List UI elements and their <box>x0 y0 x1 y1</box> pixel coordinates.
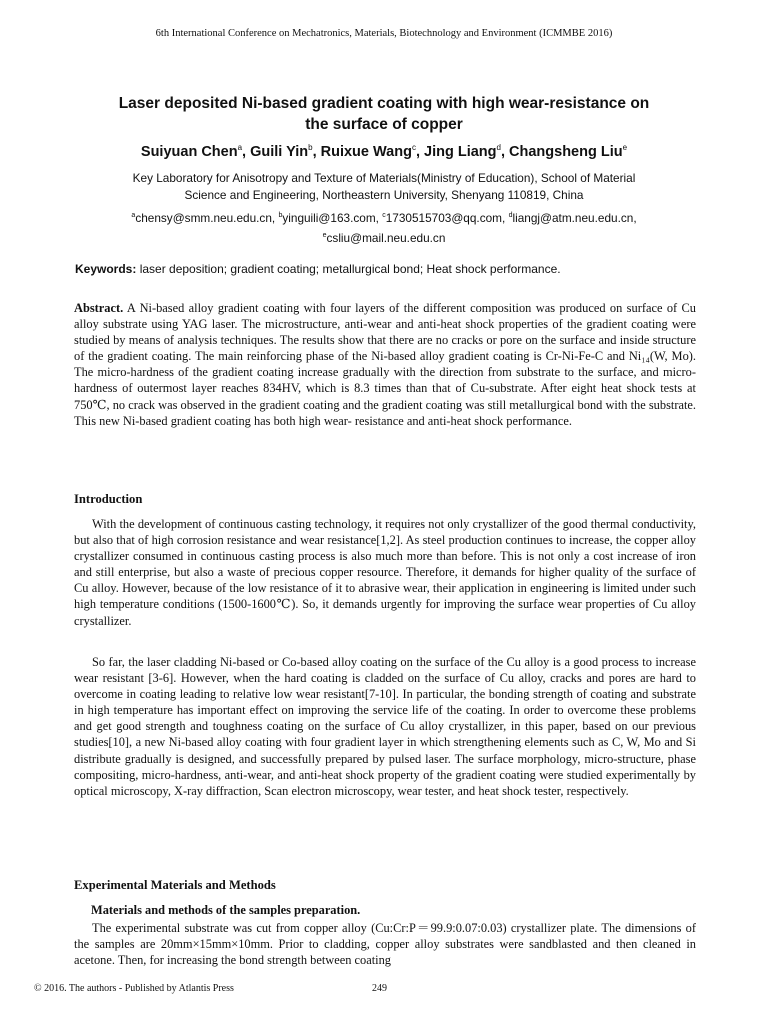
affiliation <box>80 170 688 204</box>
author-mark: c <box>411 143 416 152</box>
author <box>509 144 627 160</box>
author-list <box>0 143 768 160</box>
author-separator: , <box>415 143 425 160</box>
author-name: Changsheng Liu <box>509 143 623 160</box>
email-entry <box>382 211 508 225</box>
page-number: 249 <box>372 983 387 994</box>
email-entry <box>131 211 278 225</box>
introduction-paragraph-1: With the development of continuous casting technology, it requires not only crystallizer of the good thermal conductivity, but also that of high corrosion resistance and wear resistance[1,2]. As steel production continues to increase, the copper alloy crystallizer consumed in continuous casting process is also much more than before. This is not only a cost increase of iron and still enterprise, but also a waste of precious copper resource. Therefore, it demands for higher quality of the surface of Cu alloy. However, because of the low resistance of it to abrasive wear, their application in engineering is limited under such high temperature conditions (1500-1600℃). So, it demands urgently for improving the surface wear properties of Cu alloy crystallizer. <box>74 517 696 628</box>
email-entry <box>323 231 446 245</box>
email-address: chensy@smm.neu.edu.cn <box>135 210 272 225</box>
abstract-text: A Ni-based alloy gradient coating with four layers of the different composition was produced on surface of Cu alloy substrate using YAG laser. The microstructure, anti-wear and anti-heat shock properties of the gradient coating were studied by means of analysis techniques. The results show that there are no cracks or pore on the surface and inside structure of the gradient coating. The main reinforcing phase of the Ni-based alloy gradient coating is Cr-Ni-Fe-C and Ni₁₄(W, Mo). The micro-hardness of the gradient coating increase gradually with the direction from substrate to the surface, and micro-hardness of outermost layer reaches 834HV, which is 8.3 times than that of Cu-substrate. After eight heat shock tests at 750℃, no crack was observed in the gradient coating and the gradient coating was still metallurgical bond with the substrate. This new Ni-based gradient coating has both high wear- resistance and anti-heat shock performance. <box>74 301 696 428</box>
author-separator: , <box>500 143 510 160</box>
email-address: yinguili@163.com <box>282 210 376 225</box>
author-separator: , <box>312 143 321 160</box>
affiliation-line-1: Key Laboratory for Anisotropy and Texture of Materials(Ministry of Education), School of Material <box>132 171 636 185</box>
email-mark: c <box>382 212 386 219</box>
author-mark: e <box>622 143 628 152</box>
footer-copyright: © 2016. The authors - Published by Atlantis Press <box>34 983 234 994</box>
author-mark: d <box>496 143 501 152</box>
author <box>424 144 509 160</box>
email-entry <box>278 211 382 225</box>
author-name: Jing Liang <box>424 143 497 160</box>
author <box>141 144 250 160</box>
keywords-label: Keywords: <box>75 262 137 276</box>
introduction-heading: Introduction <box>74 492 143 506</box>
email-address: csliu@mail.neu.edu.cn <box>326 230 446 245</box>
experimental-subheading: Materials and methods of the samples preparation. <box>91 903 361 917</box>
author-name: Suiyuan Chen <box>140 143 238 160</box>
author <box>321 144 424 160</box>
email-separator: , <box>502 210 509 225</box>
email-separator: , <box>633 210 637 225</box>
conference-header: 6th International Conference on Mechatronics, Materials, Biotechnology and Environment (ICMMBE 2016) <box>155 28 613 39</box>
email-separator: , <box>271 210 279 225</box>
email-mark: d <box>508 212 513 219</box>
author <box>250 144 321 160</box>
author-separator: , <box>242 143 251 160</box>
paper-title <box>40 93 728 135</box>
author-name: Guili Yin <box>250 143 309 160</box>
keywords-text: laser deposition; gradient coating; metallurgical bond; Heat shock performance. <box>136 262 561 276</box>
author-name: Ruixue Wang <box>320 143 412 160</box>
email-entry <box>509 211 637 225</box>
author-emails <box>50 207 718 247</box>
title-line-2: the surface of copper <box>305 116 463 133</box>
email-mark: a <box>131 212 136 219</box>
email-address: 1730515703@qq.com <box>385 210 502 225</box>
author-mark: b <box>308 143 313 152</box>
introduction-paragraph-2: So far, the laser cladding Ni-based or Co-based alloy coating on the surface of the Cu alloy is a good process to increase wear resistant [3-6]. However, when the hard coating is cladded on the surface of Cu alloy, cracks and pores are hard to overcome in coating leading to relative low wear resistant[7-10]. In particular, the bonding strength of coating and substrate in high temperature has important effect on improving the service life of the coating. In order to overcome these problems and get good strength and toughness coating on the surface of Cu alloy crystallizer, in this paper, based on our previous studies[10], a new Ni-based alloy coating with four gradient layer in which strengthening elements such as C, W, Mo and Si distribute gradually is designed, and successfully prepared by pulsed laser. The surface morphology, micro-structure, phase compositing, micro-hardness, anti-wear, and anti-heat shock property of the gradient coating were studied experimentally by optical microscopy, X-ray diffraction, Scan electron microscopy, wear tester, and heat shock tester, respectively. <box>74 655 696 798</box>
experimental-paragraph-1: The experimental substrate was cut from copper alloy (Cu:Cr:P＝99.9:0.07:0.03) crystallizer plate. The dimensions of the samples are 20mm×15mm×10mm. Prior to cladding, copper alloy substrates were sandblasted and then cleaned in acetone. Then, for increasing the bond strength between coating <box>74 921 696 968</box>
email-address: liangj@atm.neu.edu.cn <box>512 210 634 225</box>
author-mark: a <box>237 143 243 152</box>
email-mark: e <box>322 231 327 239</box>
abstract <box>74 300 696 429</box>
email-mark: b <box>278 212 283 219</box>
email-separator: , <box>375 210 383 225</box>
keywords <box>75 262 695 276</box>
abstract-label: Abstract. <box>74 301 124 315</box>
affiliation-line-2: Science and Engineering, Northeastern University, Shenyang 110819, China <box>184 188 584 202</box>
experimental-heading: Experimental Materials and Methods <box>74 878 276 892</box>
title-line-1: Laser deposited Ni-based gradient coating with high wear-resistance on <box>118 95 650 112</box>
